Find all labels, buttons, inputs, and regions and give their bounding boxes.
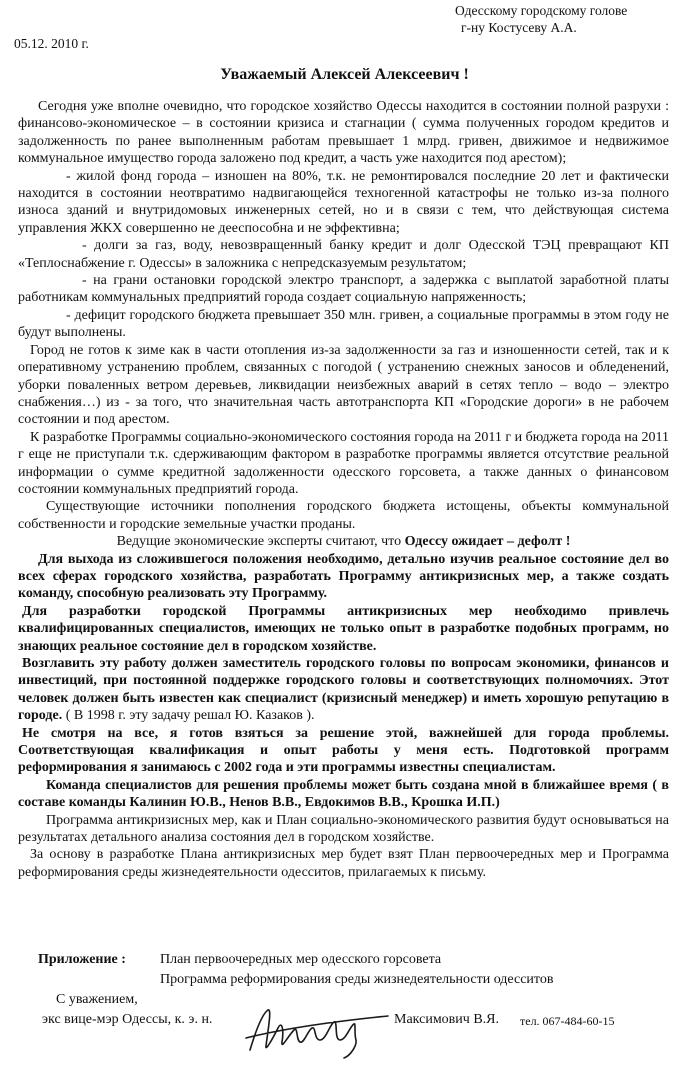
paragraph-way-out: Для выхода из сложившегося положения необходимо, детально изучив реальное состояние дел во всех сферах городского хозяйства, разработать Программу антикризисных мер, а также создать команду, способную реализовать эту Программу. xyxy=(18,551,669,602)
attachment-item: Программа реформирования среды жизнедеятельности одесситов xyxy=(160,972,554,987)
paragraph-housing: - жилой фонд города – изношен на 80%, т.к. не ремонтировался последние 20 лет и фактически находится в состоянии неотвратимо надвигающейся техногенной катастрофы не только из-за полного износа зданий и внутридомовых инженерных сетей, но и в связи с тем, что действующая система управления ЖКХ совершенно не дееспособна и не эффективна; xyxy=(18,168,669,236)
deputy-head-note: ( В 1998 г. эту задачу решал Ю. Казаков ). xyxy=(65,708,315,724)
attachment-item: План первоочередных мер одесского горсовета xyxy=(160,952,442,967)
letter-date: 05.12. 2010 г. xyxy=(14,36,89,51)
paragraph-team: Команда специалистов для решения проблемы может быть создана мной в ближайшее время ( в составе команды Калинин Ю.В., Ненов В.В., Евдокимов В.В., Крошка И.П.) xyxy=(18,777,669,811)
experts-default: Одессу ожидает – дефолт ! xyxy=(404,534,571,550)
addressee-block xyxy=(455,2,675,36)
paragraph-debts: - долги за газ, воду, невозвращенный банку кредит и долг Одесской ТЭЦ превращают КП «Теплоснабжение г. Одессы» в заложника с непредсказуемым результатом; xyxy=(18,238,669,271)
paragraph-program-2011: К разработке Программы социально-экономического состояния города на 2011 г и бюджета города на 2011 г еще не приступали т.к. сдерживающим фактором в разработке программы является отсутствие реальной информации о сумме кредитной задолженности одесского горсовета, а также данных о финансовом состоянии коммунальных предприятий города. xyxy=(18,429,669,497)
closing-phrase: С уважением, xyxy=(56,992,138,1007)
salutation: Уважаемый Алексей Алексеевич ! xyxy=(220,66,469,83)
paragraph-experts xyxy=(18,533,669,550)
letter-body xyxy=(18,98,669,881)
handwritten-signature xyxy=(238,1000,398,1062)
paragraph-sources: Существующие источники пополнения городского бюджета истощены, объекты коммунальной собственности и городские земельные участки проданы. xyxy=(18,499,669,532)
signer-name: Максимович В.Я. xyxy=(394,1012,499,1027)
paragraph-budget-deficit: - дефицит городского бюджета превышает 350 млн. гривен, а социальные программы в этом году не будут выполнены. xyxy=(18,307,669,341)
paragraph-winter: Город не готов к зиме как в части отопления из-за задолженности за газ и изношенности сетей, так и к оперативному устранению проблем, связанных с погодой ( устранению снежных заносов и обледенений, уборки поваленных ветром деревьев, ликвидации неизбежных аварий в сетях тепло – водо – электро снабжения…) из - за того, что значительная часть автотранспорта КП «Городские дороги» в не рабочем состоянии и под арестом. xyxy=(18,342,669,428)
attachment-label: Приложение : xyxy=(38,952,126,967)
paragraph-city-ruin: Сегодня уже вполне очевидно, что городское хозяйство Одессы находится в состоянии полной разрухи : финансово-экономическое – в состоянии кризиса и стагнации ( сумма полученных городом кредитов и задолженность по ранее выполненным работам превышает 1 млрд. гривен, движимое и недвижимое коммунальное имущество города заложено под кредит, а часть уже находится под арестом); xyxy=(18,99,669,167)
deputy-head-bold: Возглавить эту работу должен заместитель городского головы по вопросам экономики, финансов и инвестиций, при постоянной поддержке городского головы и соответствующих полномочиях. Этот человек должен быть известен как специалист (кризисный менеджер) и иметь хорошую репутацию в городе. xyxy=(18,656,669,724)
paragraph-deputy-head xyxy=(18,655,669,725)
paragraph-specialists: Для разработки городской Программы антикризисных мер необходимо привлечь квалифицированных специалистов, имеющих не только опыт в разработке подобных программ, но знающих реальное состояние дел в городском хозяйстве. xyxy=(18,603,669,654)
signer-phone: тел. 067-484-60-15 xyxy=(520,1014,615,1028)
paragraph-transport: - на грани остановки городской электро транспорт, а задержка с выплатой заработной платы работникам коммунальных предприятий города создает социальную напряженность; xyxy=(18,273,669,306)
addressee-name: г-ну Костусеву А.А. xyxy=(461,20,577,35)
experts-lead: Ведущие экономические эксперты считают, что xyxy=(116,534,402,550)
signer-title: экс вице-мэр Одессы, к. э. н. xyxy=(42,1012,213,1027)
paragraph-anticrisis-program: Программа антикризисных мер, как и План социально-экономического развития будут основываться на результатах детального анализа состояния дел в городском хозяйстве. xyxy=(18,812,669,846)
paragraph-ready: Не смотря на все, я готов взяться за решение этой, важнейшей для города проблемы. Соответствующая квалификация и опыт работы у меня есть. Подготовкой программ реформирования я занимаюсь с 2002 года и эти программы известны специалистам. xyxy=(18,725,669,776)
paragraph-basis: За основу в разработке Плана антикризисных мер будет взят План первоочередных мер и Программа реформирования среды жизнедеятельности одесситов, прилагаемых к письму. xyxy=(18,847,669,880)
addressee-position: Одесскому городскому голове xyxy=(455,3,628,18)
